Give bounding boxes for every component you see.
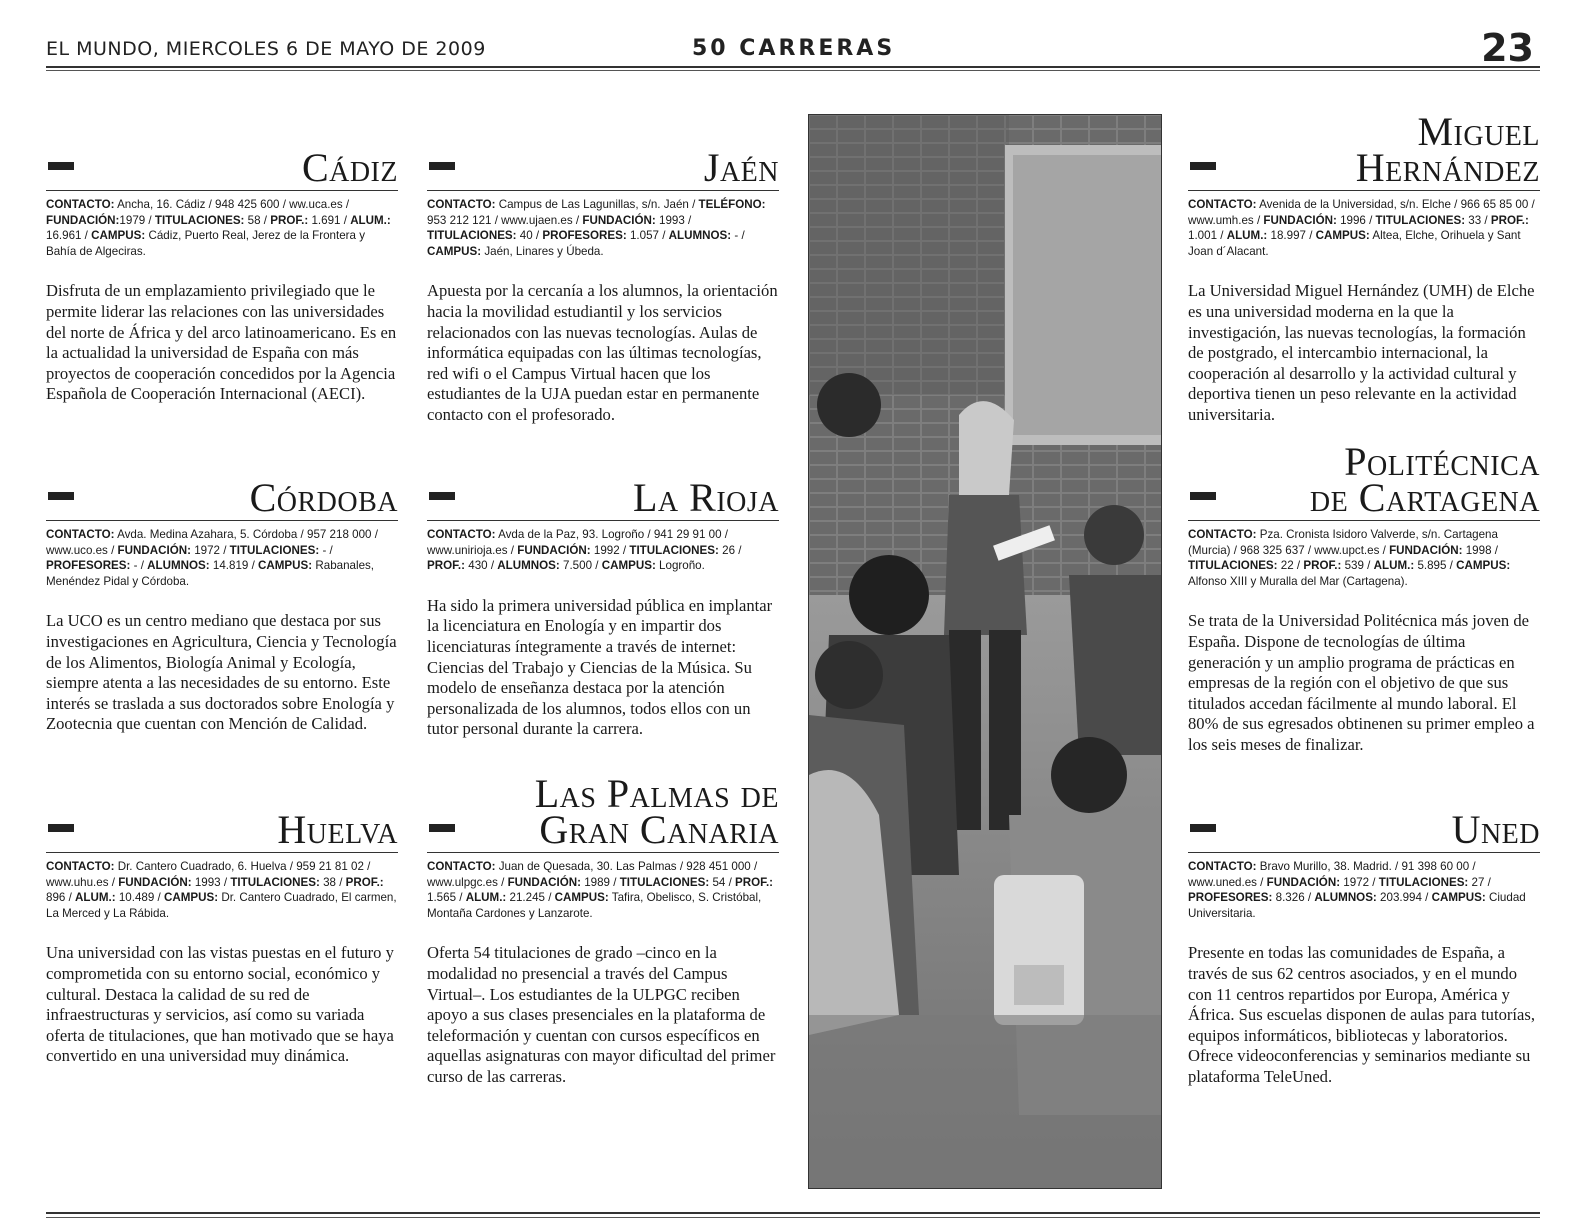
telefono-value: 953 212 121 / www.ujaen.es /: [427, 213, 580, 227]
label-campus: CAMPUS:: [163, 891, 219, 905]
campus-value: Ciudad Universitaria.: [1188, 891, 1526, 920]
label-contacto: CONTACTO:: [46, 860, 115, 873]
entry-politecnica-cartagena: [1188, 439, 1540, 756]
alum-value: 5.895 /: [1417, 559, 1453, 573]
dash-icon: [1190, 162, 1216, 170]
campus-value: Alfonso XIII y Muralla del Mar (Cartagena).: [1188, 574, 1408, 588]
contacto-value: Avenida de la Universidad, s/n. Elche / 966 65 85 00 / www.umh.es /: [1188, 198, 1535, 227]
label-prof: PROF.:: [270, 213, 309, 227]
label-profesores: PROFESORES:: [46, 559, 131, 573]
page-number: 23: [1481, 26, 1534, 70]
label-alumnos: ALUMNOS:: [668, 229, 732, 243]
dash-icon: [1190, 492, 1216, 500]
footer-rule: [46, 1212, 1540, 1214]
label-contacto: CONTACTO:: [427, 528, 496, 541]
fundacion-value: 1993 /: [659, 213, 692, 227]
dash-icon: [429, 492, 455, 500]
prof-value: 1.691 /: [311, 213, 347, 227]
title-line-2: de Cartagena: [1309, 475, 1540, 520]
fundacion-value: 1972 /: [1343, 875, 1376, 889]
entry-info: [46, 527, 398, 589]
entry-title: La Rioja: [633, 475, 779, 520]
entry-jaen: [427, 145, 779, 426]
label-campus: CAMPUS:: [258, 559, 313, 573]
contacto-value: Juan de Quesada, 30. Las Palmas / 928 451 000 / www.ulpgc.es /: [427, 860, 758, 889]
entry-info: [1188, 859, 1540, 921]
label-campus: CAMPUS:: [427, 244, 482, 258]
contacto-value: Bravo Murillo, 38. Madrid. / 91 398 60 00 / www.uned.es /: [1188, 860, 1476, 889]
entry-title: [1188, 439, 1540, 520]
entry-info: [46, 859, 398, 921]
title-line-1: Miguel: [1417, 109, 1540, 154]
label-fundacion: FUNDACIÓN:: [118, 875, 192, 889]
title-line-2: Hernández: [1355, 145, 1540, 190]
label-prof: PROF.:: [1490, 213, 1529, 227]
label-campus: CAMPUS:: [1456, 559, 1511, 573]
alumnos-value: - /: [734, 229, 745, 243]
label-campus: CAMPUS:: [601, 559, 656, 573]
label-titulaciones: TITULACIONES:: [619, 875, 710, 889]
label-telefono: TELÉFONO:: [698, 198, 766, 211]
dash-icon: [48, 824, 74, 832]
entry-title: Cádiz: [301, 145, 398, 190]
contacto-value: Ancha, 16. Cádiz / 948 425 600 / ww.uca.es /: [117, 198, 350, 211]
title-line-2: Gran Canaria: [539, 807, 779, 852]
entry-info: [1188, 527, 1540, 589]
entry-title-row: [427, 475, 779, 521]
entry-title-row: [1188, 439, 1540, 521]
entry-title: Huelva: [277, 807, 398, 852]
label-campus: CAMPUS:: [554, 891, 609, 905]
dash-icon: [429, 824, 455, 832]
entry-info: [427, 197, 779, 259]
alumnos-value: 7.500 /: [563, 559, 599, 573]
students-photo: [808, 114, 1162, 1189]
campus-value: Jaén, Linares y Úbeda.: [484, 244, 604, 258]
titulaciones-value: 40 /: [519, 229, 540, 243]
entry-title: Córdoba: [249, 475, 398, 520]
entry-body: Apuesta por la cercanía a los alumnos, la orientación hacia la movilidad estudiantil y los servicios relacionados con las nuevas tecnologías. Aulas de informática equipadas con las últimas tecnologías, red wifi o el Campus Virtual hacen que los estudiantes de la UJA puedan estar en permanente contacto con el profesorado.: [427, 281, 778, 424]
fundacion-value: 1996 /: [1340, 213, 1373, 227]
label-alum: ALUM.:: [350, 213, 391, 227]
profesores-value: 8.326 /: [1275, 891, 1312, 905]
label-prof: PROF.:: [1303, 559, 1342, 573]
dash-icon: [1190, 824, 1216, 832]
contacto-value: Campus de Las Lagunillas, s/n. Jaén /: [498, 198, 696, 211]
contacto-value: Pza. Cronista Isidoro Valverde, s/n. Cartagena (Murcia) / 968 325 637 / www.upct.es /: [1188, 528, 1498, 557]
entry-body: Ha sido la primera universidad pública en implantar la licenciatura en Enología y en impartir dos licenciaturas íntegramente a través de internet: Ciencias del Trabajo y Ciencias de la Música. Su modelo de enseñanza destaca por la atención personalizada de los alumnos, todos ellos con un tutor personal durante la carrera.: [427, 595, 773, 739]
label-profesores: PROFESORES:: [1188, 891, 1273, 905]
label-fundacion: FUNDACIÓN:: [507, 875, 581, 889]
label-titulaciones: TITULACIONES:: [154, 213, 245, 227]
titulaciones-value: 38 /: [323, 875, 343, 889]
entry-title-row: [427, 145, 779, 191]
contacto-value: Avda. Medina Azahara, 5. Córdoba / 957 218 000 / www.uco.es /: [46, 528, 378, 557]
alum-value: 16.961 /: [46, 229, 88, 243]
page-header: [46, 26, 1540, 70]
prof-value: 896 /: [46, 891, 72, 905]
header-rule-thin: [46, 70, 1540, 71]
label-fundacion: FUNDACIÓN:: [1389, 543, 1463, 557]
entry-title: Uned: [1451, 807, 1540, 852]
label-alum: ALUM.:: [75, 891, 116, 905]
prof-value: 539 /: [1344, 559, 1371, 573]
entry-body: Una universidad con las vistas puestas en el futuro y comprometida con su entorno social, económico y cultural. Destaca la calidad de su red de infraestructuras y servicios, así como su variada oferta de titulaciones, que han motivado que se haya convertido en una universidad muy dinámica.: [46, 943, 394, 1066]
label-contacto: CONTACTO:: [46, 198, 115, 211]
alum-value: 10.489 /: [118, 891, 161, 905]
fundacion-value: 1979 /: [119, 213, 152, 227]
entry-title-row: [46, 807, 398, 853]
entry-info: [1188, 197, 1540, 259]
entry-huelva: [46, 807, 398, 1067]
alumnos-value: 14.819 /: [212, 559, 255, 573]
entry-title-row: [46, 145, 398, 191]
entry-title-row: [427, 771, 779, 853]
prof-value: 1.001 /: [1188, 229, 1224, 243]
entry-body: La Universidad Miguel Hernández (UMH) de Elche es una universidad moderna en la que la investigación, las nuevas tecnologías, la formación de postgrado, el intercambio internacional, la cooperación al desarrollo y la actividad cultural y deportiva tienen un peso relevante en la actividad universitaria.: [1188, 281, 1535, 424]
section-title: 50 CARRERAS: [692, 36, 896, 61]
entry-title: Jaén: [703, 145, 779, 190]
alumnos-value: 203.994 /: [1380, 891, 1429, 905]
campus-value: Logroño.: [659, 559, 705, 573]
profesores-value: - /: [133, 559, 144, 573]
title-line-1: Las Palmas de: [534, 771, 779, 816]
fundacion-value: 1992 /: [593, 543, 627, 557]
dash-icon: [429, 162, 455, 170]
label-titulaciones: TITULACIONES:: [629, 543, 719, 557]
label-titulaciones: TITULACIONES:: [229, 543, 320, 557]
title-line-1: Politécnica: [1344, 439, 1540, 484]
titulaciones-value: 54 /: [712, 875, 732, 889]
label-contacto: CONTACTO:: [1188, 860, 1257, 873]
label-alum: ALUM.:: [465, 891, 507, 905]
alum-value: 21.245 /: [509, 891, 552, 905]
fundacion-value: 1998 /: [1465, 543, 1498, 557]
label-prof: PROF.:: [427, 559, 466, 573]
alum-value: 18.997 /: [1270, 229, 1313, 243]
footer-rule-thin: [46, 1217, 1540, 1218]
label-fundacion: FUNDACIÓN:: [46, 213, 120, 227]
titulaciones-value: 22 /: [1280, 559, 1301, 573]
contacto-value: Avda de la Paz, 93. Logroño / 941 29 91 00 / www.unirioja.es /: [427, 528, 728, 557]
entry-info: [427, 859, 779, 921]
label-titulaciones: TITULACIONES:: [427, 229, 517, 243]
label-contacto: CONTACTO:: [1188, 198, 1257, 211]
entry-body: Presente en todas las comunidades de España, a través de sus 62 centros asociados, y en el mundo con 11 centros repartidos por Europa, América y África. Sus escuelas disponen de aulas para tutorías, equipos informáticos, bibliotecas y laboratorios. Ofrece videoconferencias y seminarios mediante su plataforma TeleUned.: [1188, 943, 1535, 1086]
campus-value: Cádiz, Puerto Real, Jerez de la Frontera y Bahía de Algeciras.: [46, 229, 366, 258]
entry-body: Se trata de la Universidad Politécnica más joven de España. Dispone de tecnologías de última generación y un amplio programa de prácticas en empresas de la región con el objetivo de que sus titulados accedan fácilmente al mundo laboral. El 80% de sus egresados obtinenen su primer empleo a los seis meses de finalizar.: [1188, 611, 1535, 754]
entry-title-row: [1188, 109, 1540, 191]
entry-uned: [1188, 807, 1540, 1088]
titulaciones-value: - /: [322, 543, 333, 557]
label-contacto: CONTACTO:: [427, 198, 496, 211]
campus-value: Tafira, Obelisco, S. Cristóbal, Montaña Cardones y Lanzarote.: [427, 891, 762, 920]
titulaciones-value: 26 /: [722, 543, 742, 557]
entry-las-palmas: [427, 771, 779, 1088]
dash-icon: [48, 492, 74, 500]
entry-title: [427, 771, 779, 852]
fundacion-value: 1993 /: [194, 875, 228, 889]
label-contacto: CONTACTO:: [1188, 528, 1257, 541]
contacto-value: Dr. Cantero Cuadrado, 6. Huelva / 959 21 81 02 / www.uhu.es /: [46, 860, 371, 889]
label-campus: CAMPUS:: [1431, 891, 1486, 905]
label-fundacion: FUNDACIÓN:: [517, 543, 591, 557]
label-titulaciones: TITULACIONES:: [1375, 213, 1466, 227]
label-fundacion: FUNDACIÓN:: [1266, 875, 1341, 889]
prof-value: 1.565 /: [427, 891, 463, 905]
prof-value: 430 /: [468, 559, 495, 573]
label-titulaciones: TITULACIONES:: [1378, 875, 1469, 889]
titulaciones-value: 33 /: [1468, 213, 1488, 227]
label-contacto: CONTACTO:: [46, 528, 115, 541]
entry-title-row: [46, 475, 398, 521]
entry-title: [1188, 109, 1540, 190]
label-campus: CAMPUS:: [91, 229, 146, 243]
label-fundacion: FUNDACIÓN:: [582, 213, 656, 227]
label-titulaciones: TITULACIONES:: [230, 875, 320, 889]
titulaciones-value: 58 /: [247, 213, 267, 227]
entry-info: [46, 197, 398, 259]
label-prof: PROF.:: [345, 875, 384, 889]
label-alumnos: ALUMNOS:: [147, 559, 210, 573]
entry-body: Disfruta de un emplazamiento privilegiado que le permite liderar las relaciones con las universidades del norte de África y del arco latinoamericano. Es en la actualidad la universidad de España con más proyectos de cooperación concedidos por la Agencia Española de Cooperación Internacional (AECI).: [46, 281, 397, 404]
entry-title-row: [1188, 807, 1540, 853]
entry-miguel-hernandez: [1188, 109, 1540, 426]
dash-icon: [48, 162, 74, 170]
entry-info: [427, 527, 779, 574]
label-alumnos: ALUMNOS:: [1314, 891, 1377, 905]
profesores-value: 1.057 /: [629, 229, 666, 243]
newspaper-dateline: EL MUNDO, MIERCOLES 6 DE MAYO DE 2009: [46, 38, 486, 60]
label-alumnos: ALUMNOS:: [497, 559, 560, 573]
label-fundacion: FUNDACIÓN:: [1263, 213, 1337, 227]
label-alum: ALUM.:: [1226, 229, 1268, 243]
campus-value: Rabanales, Menéndez Pidal y Córdoba.: [46, 559, 375, 588]
label-alum: ALUM.:: [1373, 559, 1415, 573]
label-campus: CAMPUS:: [1315, 229, 1370, 243]
header-rule: [46, 66, 1540, 68]
entry-cadiz: [46, 145, 398, 405]
fundacion-value: 1972 /: [194, 543, 227, 557]
campus-value: Dr. Cantero Cuadrado, El carmen, La Merced y La Rábida.: [46, 891, 397, 920]
fundacion-value: 1989 /: [584, 875, 617, 889]
entry-la-rioja: [427, 475, 779, 740]
label-titulaciones: TITULACIONES:: [1188, 559, 1278, 573]
campus-value: Altea, Elche, Orihuela y Sant Joan d´Alacant.: [1188, 229, 1521, 258]
entry-body: La UCO es un centro mediano que destaca por sus investigaciones en Agricultura, Ciencia y Tecnología de los Alimentos, Biología Animal y Ecología, siempre atenta a las necesidades de su entorno. Este interés se traslada a sus doctorados sobre Enología y Zootecnia que cuentan con Mención de Calidad.: [46, 611, 397, 734]
label-profesores: PROFESORES:: [542, 229, 627, 243]
label-contacto: CONTACTO:: [427, 860, 496, 873]
label-prof: PROF.:: [735, 875, 774, 889]
titulaciones-value: 27 /: [1471, 875, 1491, 889]
entry-cordoba: [46, 475, 398, 735]
entry-body: Oferta 54 titulaciones de grado –cinco en la modalidad no presencial a través del Campus Virtual–. Los estudiantes de la ULPGC reciben apoyo a sus clases presenciales en la plataforma de teleformación y cuentan con cursos específicos en aquellas asignaturas con mayor dificultad del primer curso de las carreras.: [427, 943, 776, 1086]
label-fundacion: FUNDACIÓN:: [117, 543, 191, 557]
